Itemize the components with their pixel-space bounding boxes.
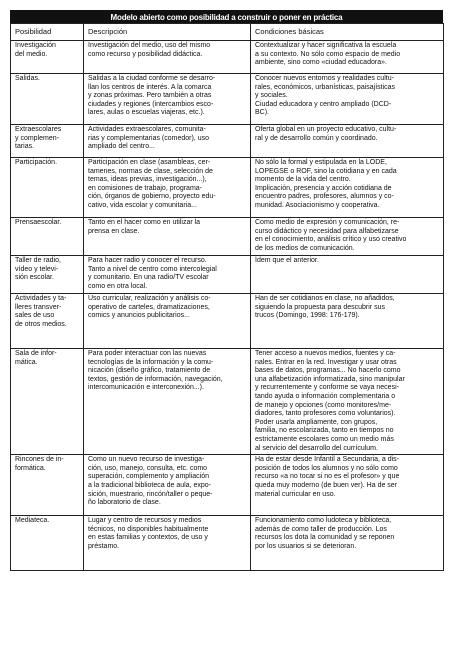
cell-posibilidad: Mediateca. — [11, 516, 84, 571]
cell-condiciones: Oferta global en un proyecto educativo, cultu- ral y de desarrollo común y coordinado. — [251, 125, 444, 158]
table-row — [11, 455, 444, 516]
cell-condiciones: Ha de estar desde Infantil a Secundaria, a dis- posición de todos los alumnos y no sólo como recurso «a no tocar si no es el profesor» y que queda muy moderno (de buen ver). Ha de ser material curricular en uso. — [251, 455, 444, 516]
table-row — [11, 218, 444, 256]
cell-descripcion: Para hacer radio y conocer el recurso. Tanto a nivel de centro como intercolegial y comunitario. En una radio/TV escolar como en otra local. — [84, 256, 251, 294]
cell-condiciones: Ídem que el anterior. — [251, 256, 444, 294]
cell-descripcion: Investigación del medio, uso del mismo como recurso y posibilidad didáctica. — [84, 41, 251, 74]
cell-posibilidad: Rincones de in- formática. — [11, 455, 84, 516]
table-row — [11, 256, 444, 294]
possibilities-table — [10, 23, 444, 571]
cell-descripcion: Salidas a la ciudad conforme se desarro- llan los centros de interés. A la comarca y zonas próximas. Pero también a otras ciudades y regiones (intercambios esco- lares, aulas o escuelas viajeras, etc.). — [84, 74, 251, 125]
cell-posibilidad: Actividades y ta- lleres transver- sales de uso de otros medios. — [11, 294, 84, 349]
cell-posibilidad: Participación. — [11, 158, 84, 218]
header-condiciones: Condiciones básicas — [251, 24, 444, 41]
cell-condiciones: Contextualizar y hacer significativa la escuela a su contexto. No sólo como espacio de medio ambiente, sino como «ciudad educadora». — [251, 41, 444, 74]
table-row — [11, 158, 444, 218]
document-table — [10, 10, 443, 571]
table-row — [11, 125, 444, 158]
cell-posibilidad: Prensaescolar. — [11, 218, 84, 256]
table-row — [11, 516, 444, 571]
cell-condiciones: Conocer nuevos entornos y realidades cultu- rales, económicos, urbanísticas, paisajísticas y sociales. Ciudad educadora y centro ampliado (DCD- BC). — [251, 74, 444, 125]
cell-posibilidad: Taller de radio, vídeo y televi- sión escolar. — [11, 256, 84, 294]
cell-descripcion: Tanto en el hacer como en utilizar la prensa en clase. — [84, 218, 251, 256]
cell-descripcion: Para poder interactuar con las nuevas tecnologías de la información y la comu- nicación (diseño gráfico, tratamiento de textos, gestión de información, navegación, intercomunicación e interconexión...). — [84, 349, 251, 455]
cell-posibilidad: Investigación del medio. — [11, 41, 84, 74]
header-posibilidad: Posibilidad — [11, 24, 84, 41]
cell-condiciones: Funcionamiento como ludoteca y biblioteca, además de como taller de producción. Los recursos los dota la comunidad y se reponen por los usuarios si se deterioran. — [251, 516, 444, 571]
cell-descripcion: Participación en clase (asambleas, cer- tamenes, normas de clase, selección de temas, ideas previas, investigación...), en comisiones de trabajo, programa- ción, órganos de gobierno, proyecto edu- cativo, vida escolar y comunitaria... — [84, 158, 251, 218]
header-row — [11, 24, 444, 41]
table-row — [11, 41, 444, 74]
cell-descripcion: Actividades extraescolares, comunita- rias y complementarias (comedor), uso ampliado del centro... — [84, 125, 251, 158]
header-descripcion: Descripción — [84, 24, 251, 41]
cell-descripcion: Como un nuevo recurso de investiga- ción, uso, manejo, consulta, etc. como superación, complemento y ampliación a la tradicional biblioteca de aula, expo- sición, muestrario, rincón/taller o peque- ño laboratorio de clase. — [84, 455, 251, 516]
table-title: Modelo abierto como posibilidad a construir o poner en práctica — [10, 10, 443, 23]
cell-posibilidad: Salidas. — [11, 74, 84, 125]
table-row — [11, 349, 444, 455]
table-row — [11, 74, 444, 125]
cell-condiciones: Tener acceso a nuevos medios, fuentes y ca- nales. Entrar en la red. Investigar y usar otras bases de datos, programas... No hacerlo como una alfabetización informatizada, sino manipular y recurrentemente y conforme se vaya necesi- tando ayuda o información complementaria o de manejo y opciones (como monitores/me- diadores, tanto profesores como voluntarios). Poder usarla ampliamente, con grupos, familia, no escolarizada, tanto en tiempos no estrictamente escolares como un medio más al servicio del desarrollo del currículum. — [251, 349, 444, 455]
cell-descripcion: Lugar y centro de recursos y medios técnicos, no disponibles habitualmente en estas familias y contextos, de uso y préstamo. — [84, 516, 251, 571]
cell-condiciones: Han de ser cotidianos en clase, no añadidos, siguiendo la propuesta para descubrir sus trucos (Domingo, 1998: 176-179). — [251, 294, 444, 349]
cell-posibilidad: Extraescolares y complemen- tarias. — [11, 125, 84, 158]
cell-posibilidad: Sala de infor- mática. — [11, 349, 84, 455]
table-row — [11, 294, 444, 349]
cell-condiciones: No sólo la formal y estipulada en la LODE, LOPEGSE o ROF, sino la cotidiana y en cada momento de la vida del centro. Implicación, presencia y acción cotidiana de encuentro padres, profesores, alumnos y co- munidad. Asociacionismo y cooperativa. — [251, 158, 444, 218]
cell-condiciones: Como medio de expresión y comunicación, re- curso didáctico y necesidad para alfabetizarse en el conocimiento, análisis crítico y uso creativo de los medios de comunicación. — [251, 218, 444, 256]
cell-descripcion: Uso curricular, realización y análisis co- operativo de carteles, dramatizaciones, comics y anuncios publicitarios... — [84, 294, 251, 349]
